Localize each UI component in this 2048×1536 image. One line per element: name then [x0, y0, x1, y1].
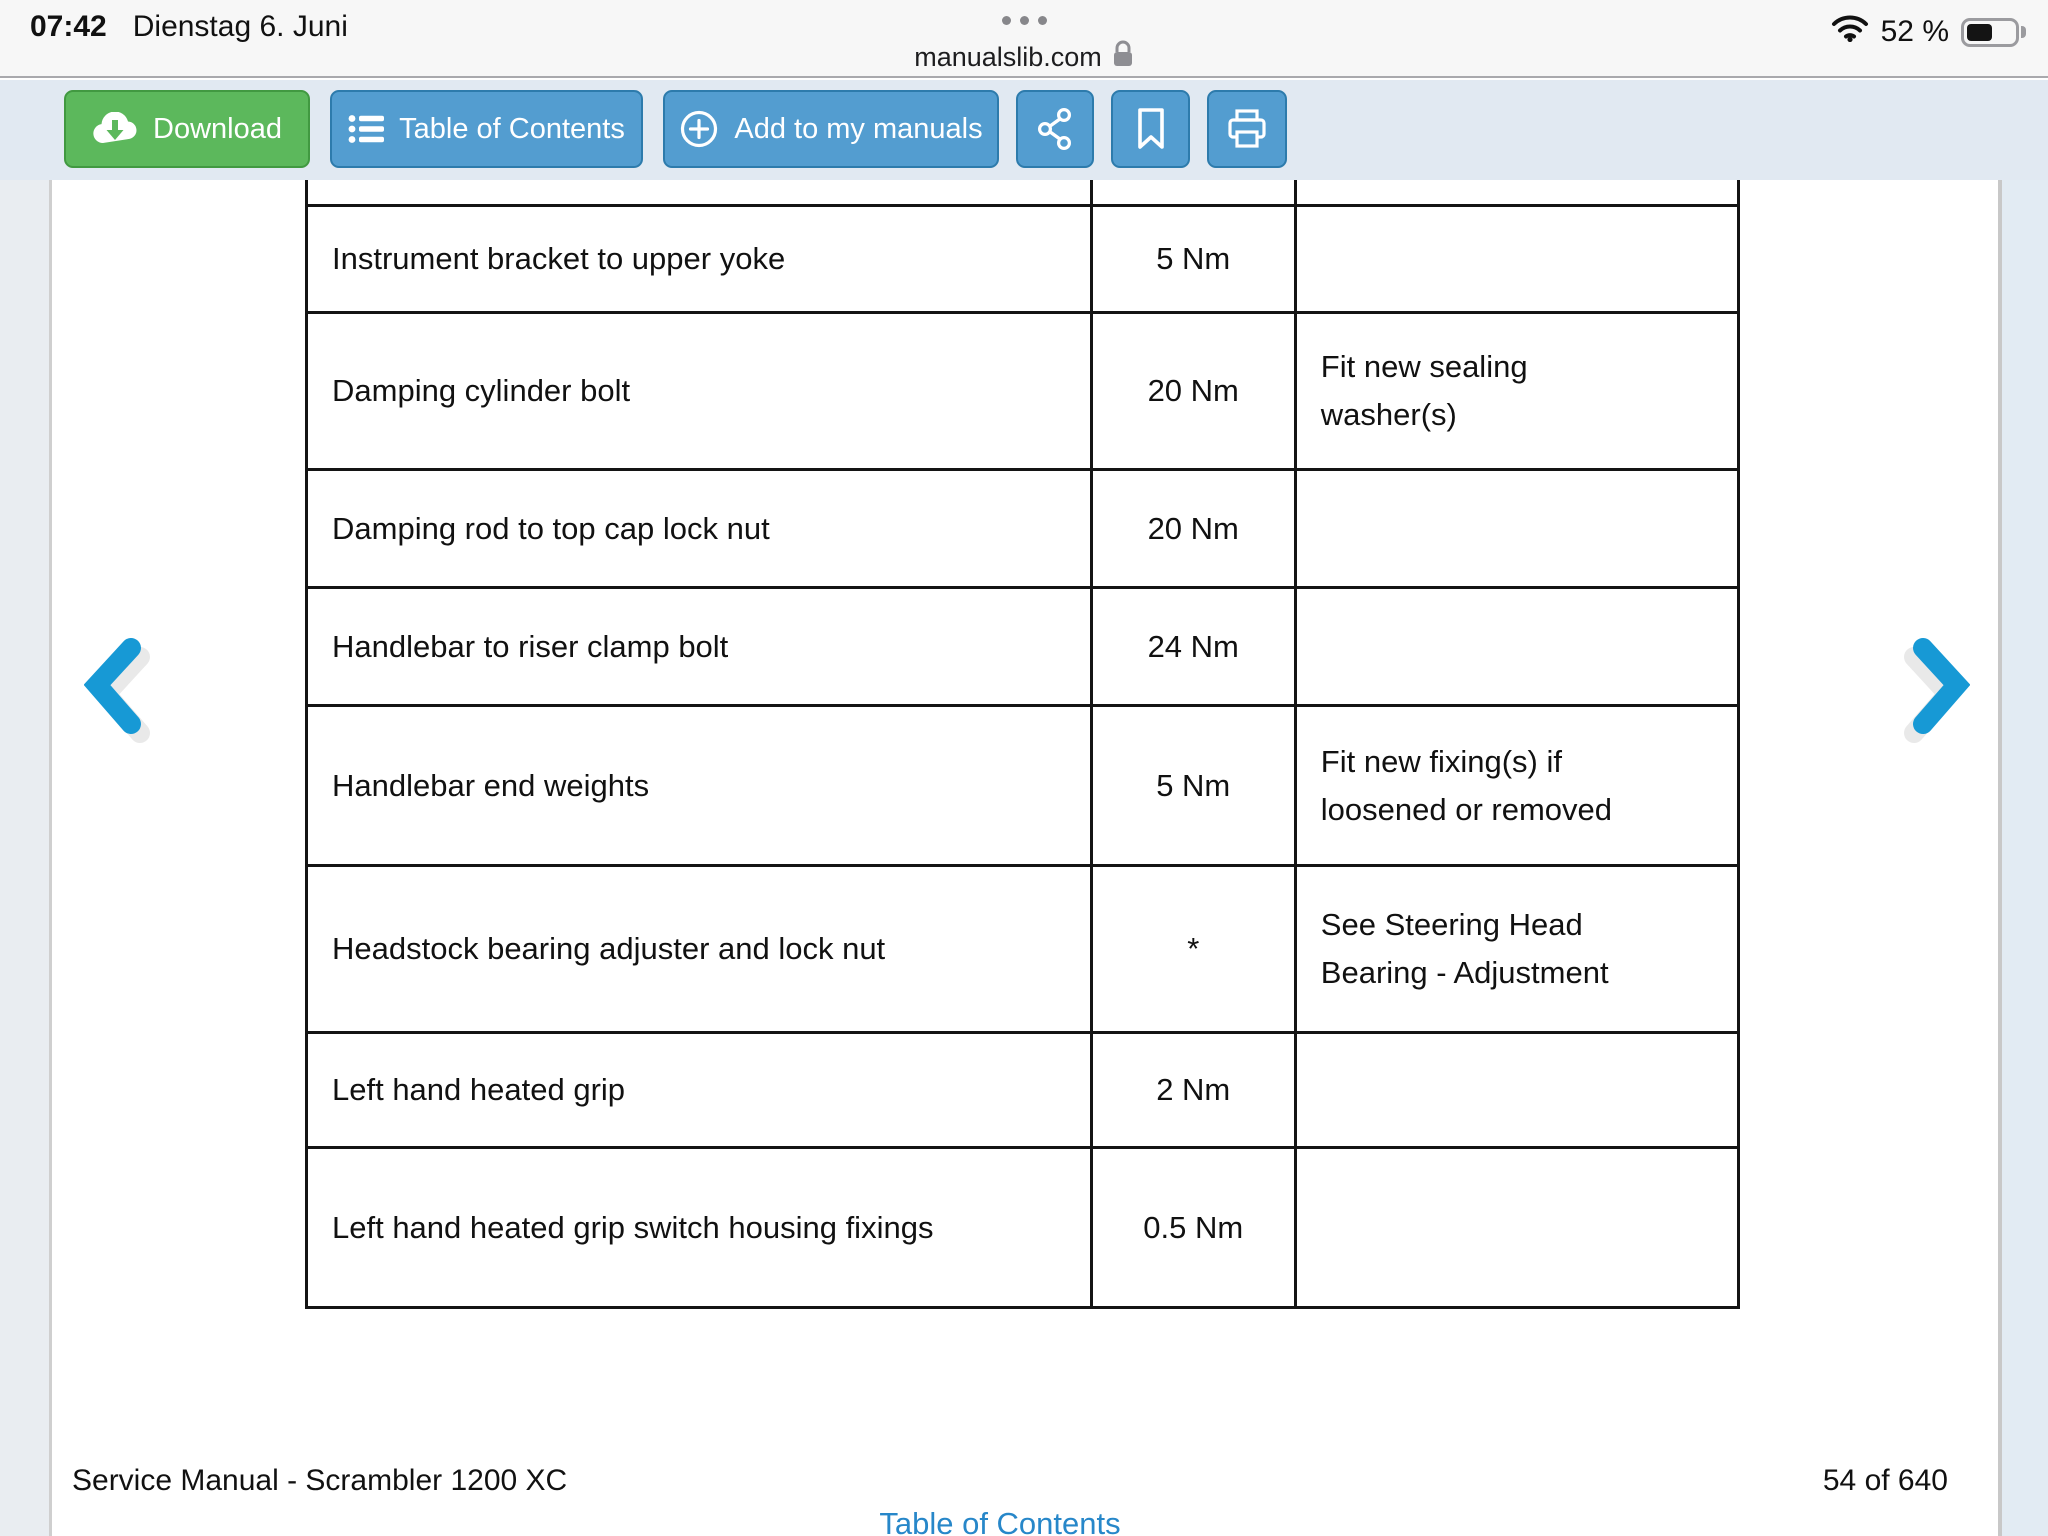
- table-row: [305, 207, 1740, 314]
- table-row: [305, 1034, 1740, 1149]
- status-indicators: [1831, 14, 2026, 50]
- note-cell: [1294, 471, 1737, 586]
- add-label: Add to my manuals: [734, 112, 983, 145]
- torque-value-cell: 5 Nm: [1090, 207, 1294, 311]
- table-row: [305, 707, 1740, 867]
- add-to-my-manuals-button[interactable]: [663, 90, 999, 168]
- chevron-left-icon: [84, 638, 156, 746]
- table-of-contents-link[interactable]: Table of Contents: [879, 1506, 1121, 1536]
- lock-icon: [1112, 40, 1134, 75]
- table-row: [305, 867, 1740, 1034]
- torque-value-cell: 0.5 Nm: [1090, 1149, 1294, 1306]
- note-cell: [1294, 589, 1737, 704]
- spec-item-cell: Headstock bearing adjuster and lock nut: [332, 931, 886, 966]
- toc-label: Table of Contents: [399, 112, 625, 145]
- plus-circle-icon: [679, 109, 719, 149]
- table-row: [305, 1149, 1740, 1309]
- page-indicator: 54 of 640: [1822, 1464, 1948, 1497]
- address-bar[interactable]: [0, 40, 2048, 75]
- download-label: Download: [153, 112, 282, 145]
- bookmark-icon: [1134, 107, 1168, 151]
- note-cell: [1294, 1149, 1737, 1306]
- chevron-right-icon: [1898, 638, 1970, 746]
- viewer-left-margin: [0, 180, 52, 1536]
- table-of-contents-button[interactable]: [330, 90, 643, 168]
- note-cell: [1294, 207, 1737, 311]
- note-cell: Fit new sealing washer(s): [1294, 314, 1737, 468]
- torque-value-cell: 5 Nm: [1090, 707, 1294, 864]
- clock: 07:42: [30, 10, 107, 43]
- note-cell: Fit new fixing(s) if loosened or removed: [1294, 707, 1737, 864]
- document-title: Service Manual - Scrambler 1200 XC: [72, 1464, 568, 1497]
- spec-item-cell: Damping cylinder bolt: [332, 373, 631, 408]
- spec-item-cell: Handlebar end weights: [332, 767, 650, 803]
- date: Dienstag 6. Juni: [132, 10, 348, 43]
- spec-item-cell: Handlebar to riser clamp bolt: [332, 628, 729, 664]
- torque-value-cell: 20 Nm: [1090, 314, 1294, 468]
- table-row: [305, 589, 1740, 707]
- download-button[interactable]: [64, 90, 310, 168]
- spec-item-cell: Left hand heated grip: [332, 1072, 626, 1107]
- note-cell: See Steering Head Bearing - Adjustment: [1294, 867, 1737, 1031]
- page-dots-icon[interactable]: [0, 16, 2048, 25]
- share-button[interactable]: [1016, 90, 1094, 168]
- table-row-partial: [305, 180, 1740, 207]
- spec-item-cell: Damping rod to top cap lock nut: [332, 510, 770, 546]
- torque-value-cell: *: [1090, 867, 1294, 1031]
- status-bar: [0, 0, 2048, 78]
- spec-item-cell: Instrument bracket to upper yoke: [332, 241, 786, 276]
- spec-item-cell: Left hand heated grip switch housing fixings: [332, 1209, 934, 1245]
- battery-icon: [1961, 18, 2026, 47]
- print-button[interactable]: [1207, 90, 1287, 168]
- next-page-button[interactable]: [1898, 638, 1970, 751]
- manualslib-toolbar: [0, 80, 2048, 180]
- cloud-download-icon: [92, 112, 138, 146]
- torque-spec-table: [305, 180, 1740, 1309]
- wifi-icon: [1831, 14, 1869, 50]
- table-row: [305, 314, 1740, 471]
- note-cell: [1294, 1034, 1737, 1146]
- viewer-right-margin: [1998, 180, 2048, 1536]
- battery-percent: 52 %: [1880, 15, 1949, 48]
- previous-page-button[interactable]: [84, 638, 156, 751]
- torque-value-cell: 24 Nm: [1090, 589, 1294, 704]
- bookmark-button[interactable]: [1111, 90, 1190, 168]
- torque-value-cell: 2 Nm: [1090, 1034, 1294, 1146]
- share-icon: [1036, 108, 1074, 150]
- print-icon: [1226, 108, 1268, 150]
- torque-value-cell: 20 Nm: [1090, 471, 1294, 586]
- url-text: manualslib.com: [914, 42, 1102, 72]
- document-page: [0, 180, 2048, 1536]
- table-row: [305, 471, 1740, 589]
- list-icon: [348, 113, 384, 145]
